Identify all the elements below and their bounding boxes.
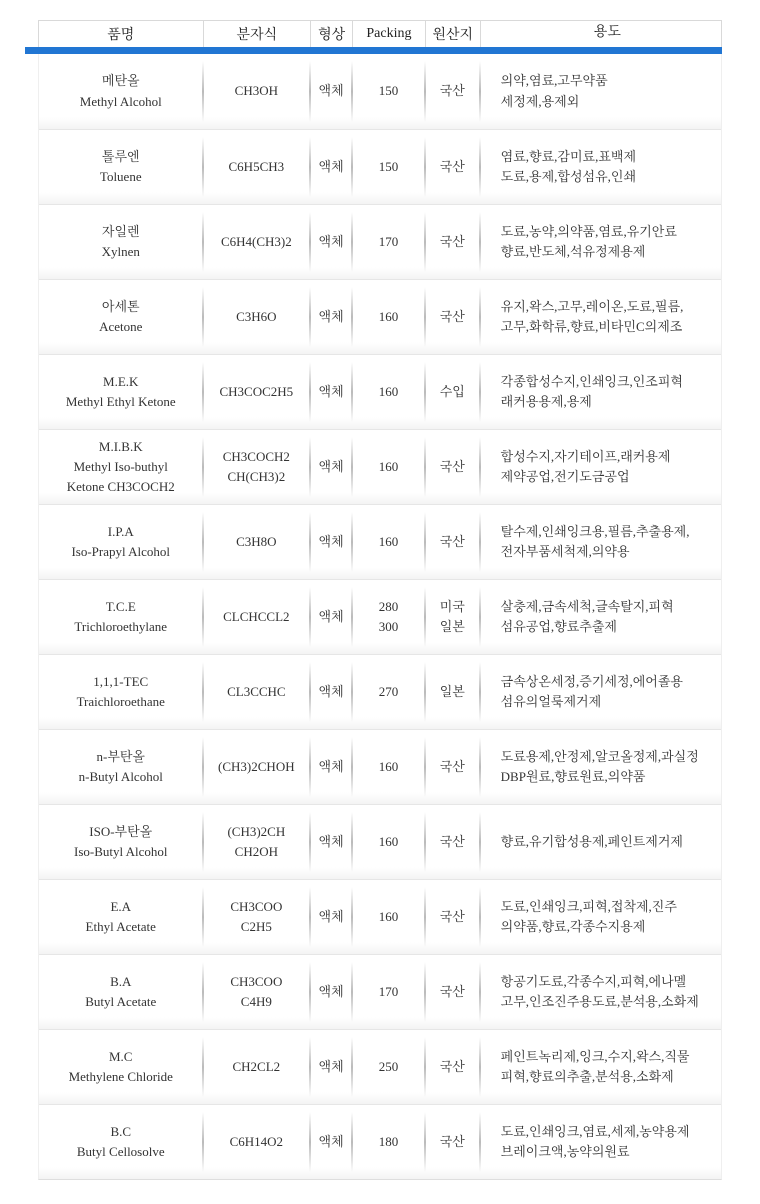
cell-origin: 국산: [425, 280, 480, 354]
cell-product-name: 1,1,1-TEC Traichloroethane: [76, 673, 165, 709]
header-cell-uses: 용도: [480, 21, 721, 47]
cell-form: 액체: [310, 955, 352, 1029]
table-row: [39, 354, 721, 429]
cell-form: 액체: [310, 205, 352, 279]
cell-packing: 160: [352, 805, 425, 879]
cell-uses: 염료,향료,감미료,표백제 도료,용제,합성섬유,인쇄: [480, 130, 721, 204]
cell-origin: 국산: [425, 54, 480, 129]
cell-form: 액체: [310, 1030, 352, 1104]
cell-form: 액체: [310, 54, 352, 129]
cell-formula: CH3OH: [203, 54, 311, 129]
cell-uses: 탈수제,인쇄잉크용,필름,추출용제, 전자부품세척제,의약용: [480, 505, 721, 579]
cell-origin: 국산: [425, 880, 480, 954]
cell-product-name: M.E.K Methyl Ethyl Ketone: [65, 373, 176, 409]
cell-form: 액체: [310, 730, 352, 804]
cell-form: 액체: [310, 430, 352, 504]
cell-product-name: 아세톤 Acetone: [99, 298, 143, 334]
cell-origin: 국산: [425, 1030, 480, 1104]
cell-packing: 160: [352, 730, 425, 804]
cell-form: 액체: [310, 355, 352, 429]
cell-form: 액체: [310, 880, 352, 954]
cell-origin: 국산: [425, 1105, 480, 1179]
cell-packing: 150: [352, 54, 425, 129]
table-row: [39, 204, 721, 279]
cell-product-name: 자일렌 Xylnen: [101, 223, 140, 259]
cell-formula: C6H14O2: [203, 1105, 311, 1179]
cell-uses: 향료,유기합성용제,페인트제거제: [480, 805, 721, 879]
table-row: [39, 804, 721, 879]
cell-form: 액체: [310, 505, 352, 579]
table-row: [39, 729, 721, 804]
cell-origin: 미국 일본: [425, 580, 480, 654]
cell-origin: 수입: [425, 355, 480, 429]
cell-form: 액체: [310, 655, 352, 729]
cell-formula: C3H8O: [203, 505, 311, 579]
cell-uses: 합성수지,자기테이프,래커용제 제약공업,전기도금공업: [480, 430, 721, 504]
header-cell-origin: 원산지: [425, 21, 480, 47]
cell-origin: 국산: [425, 430, 480, 504]
cell-packing: 180: [352, 1105, 425, 1179]
cell-packing: 250: [352, 1030, 425, 1104]
cell-packing: 270: [352, 655, 425, 729]
cell-packing: 160: [352, 505, 425, 579]
table-row: [39, 1104, 721, 1179]
cell-formula: C6H4(CH3)2: [203, 205, 311, 279]
cell-uses: 도료,인쇄잉크,염료,세제,농약용제 브레이크액,농약의원료: [480, 1105, 721, 1179]
cell-uses: 항공기도료,각종수지,피혁,에나멜 고무,인조진주용도료,분석용,소화제: [480, 955, 721, 1029]
cell-origin: 국산: [425, 730, 480, 804]
table-row: [39, 654, 721, 729]
cell-uses: 살충제,금속세척,글속탈지,피혁 섬유공업,향료추출제: [480, 580, 721, 654]
table-row: [39, 579, 721, 654]
table-row: [39, 429, 721, 504]
cell-origin: 국산: [425, 130, 480, 204]
cell-packing: 160: [352, 280, 425, 354]
cell-product-name: 메탄올 Methyl Alcohol: [79, 73, 162, 109]
cell-product-name: E.A Ethyl Acetate: [85, 898, 156, 934]
chemical-products-table: [38, 20, 722, 1180]
cell-product-name: ISO-부탄올 Iso-Butyl Alcohol: [73, 823, 168, 859]
cell-product-name: B.A Butyl Acetate: [85, 973, 157, 1009]
cell-packing: 170: [352, 205, 425, 279]
accent-bar: [25, 47, 722, 54]
cell-form: 액체: [310, 805, 352, 879]
cell-form: 액체: [310, 1105, 352, 1179]
cell-product-name: I.P.A Iso-Prapyl Alcohol: [71, 523, 171, 559]
cell-uses: 페인트녹리제,잉크,수지,왁스,직물 피혁,향료의추출,분석용,소화제: [480, 1030, 721, 1104]
table-row: [39, 879, 721, 954]
cell-product-name: T.C.E Trichloroethylane: [74, 598, 168, 634]
table-body: [38, 54, 722, 1180]
cell-product-name: n-부탄올 n-Butyl Alcohol: [78, 748, 163, 784]
cell-formula: CH2CL2: [203, 1030, 311, 1104]
header-cell-formula: 분자식: [203, 21, 311, 47]
cell-packing: 160: [352, 355, 425, 429]
cell-formula: CH3COO C2H5: [203, 880, 311, 954]
cell-formula: (CH3)2CH CH2OH: [203, 805, 311, 879]
cell-formula: CH3COCH2 CH(CH3)2: [203, 430, 311, 504]
table-row: [39, 54, 721, 129]
cell-origin: 국산: [425, 205, 480, 279]
cell-packing: 150: [352, 130, 425, 204]
cell-formula: (CH3)2CHOH: [203, 730, 311, 804]
cell-packing: 160: [352, 430, 425, 504]
header-cell-form: 형상: [310, 21, 352, 47]
table-row: [39, 504, 721, 579]
cell-product-name: M.C Methylene Chloride: [68, 1048, 173, 1084]
cell-product-name: B.C Butyl Cellosolve: [76, 1123, 165, 1159]
cell-origin: 국산: [425, 955, 480, 1029]
cell-uses: 도료,인쇄잉크,피혁,접착제,진주 의약품,향료,각종수지용제: [480, 880, 721, 954]
header-cell-product-name: 품명: [107, 28, 135, 43]
cell-packing: 160: [352, 880, 425, 954]
table-row: [39, 954, 721, 1029]
cell-form: 액체: [310, 280, 352, 354]
cell-uses: 금속상온세정,증기세정,에어졸용 섬유의얼룩제거제: [480, 655, 721, 729]
cell-form: 액체: [310, 130, 352, 204]
cell-uses: 도료용제,안정제,알코올정제,과실정 DBP원료,향료원료,의약품: [480, 730, 721, 804]
cell-packing: 280 300: [352, 580, 425, 654]
cell-formula: C3H6O: [203, 280, 311, 354]
cell-form: 액체: [310, 580, 352, 654]
cell-origin: 일본: [425, 655, 480, 729]
cell-formula: CH3COC2H5: [203, 355, 311, 429]
table-header-row: [38, 20, 722, 47]
cell-origin: 국산: [425, 805, 480, 879]
cell-origin: 국산: [425, 505, 480, 579]
cell-uses: 의약,염료,고무약품 세정제,용제외: [480, 54, 721, 129]
cell-formula: C6H5CH3: [203, 130, 311, 204]
cell-product-name: M.I.B.K Methyl Iso-buthyl Ketone CH3COCH2: [66, 438, 175, 495]
table-row: [39, 279, 721, 354]
cell-uses: 유지,왁스,고무,레이온,도료,필름, 고무,화학류,향료,비타민C의제조: [480, 280, 721, 354]
cell-uses: 도료,농약,의약품,염료,유기안료 향료,반도체,석유정제용제: [480, 205, 721, 279]
cell-formula: CH3COO C4H9: [203, 955, 311, 1029]
cell-uses: 각종합성수지,인쇄잉크,인조피혁 래커용용제,용제: [480, 355, 721, 429]
table-row: [39, 1029, 721, 1104]
cell-product-name: 톨루엔 Toluene: [99, 148, 142, 184]
cell-formula: CL3CCHC: [203, 655, 311, 729]
header-cell-packing: Packing: [352, 21, 425, 47]
cell-packing: 170: [352, 955, 425, 1029]
table-row: [39, 129, 721, 204]
cell-formula: CLCHCCL2: [203, 580, 311, 654]
